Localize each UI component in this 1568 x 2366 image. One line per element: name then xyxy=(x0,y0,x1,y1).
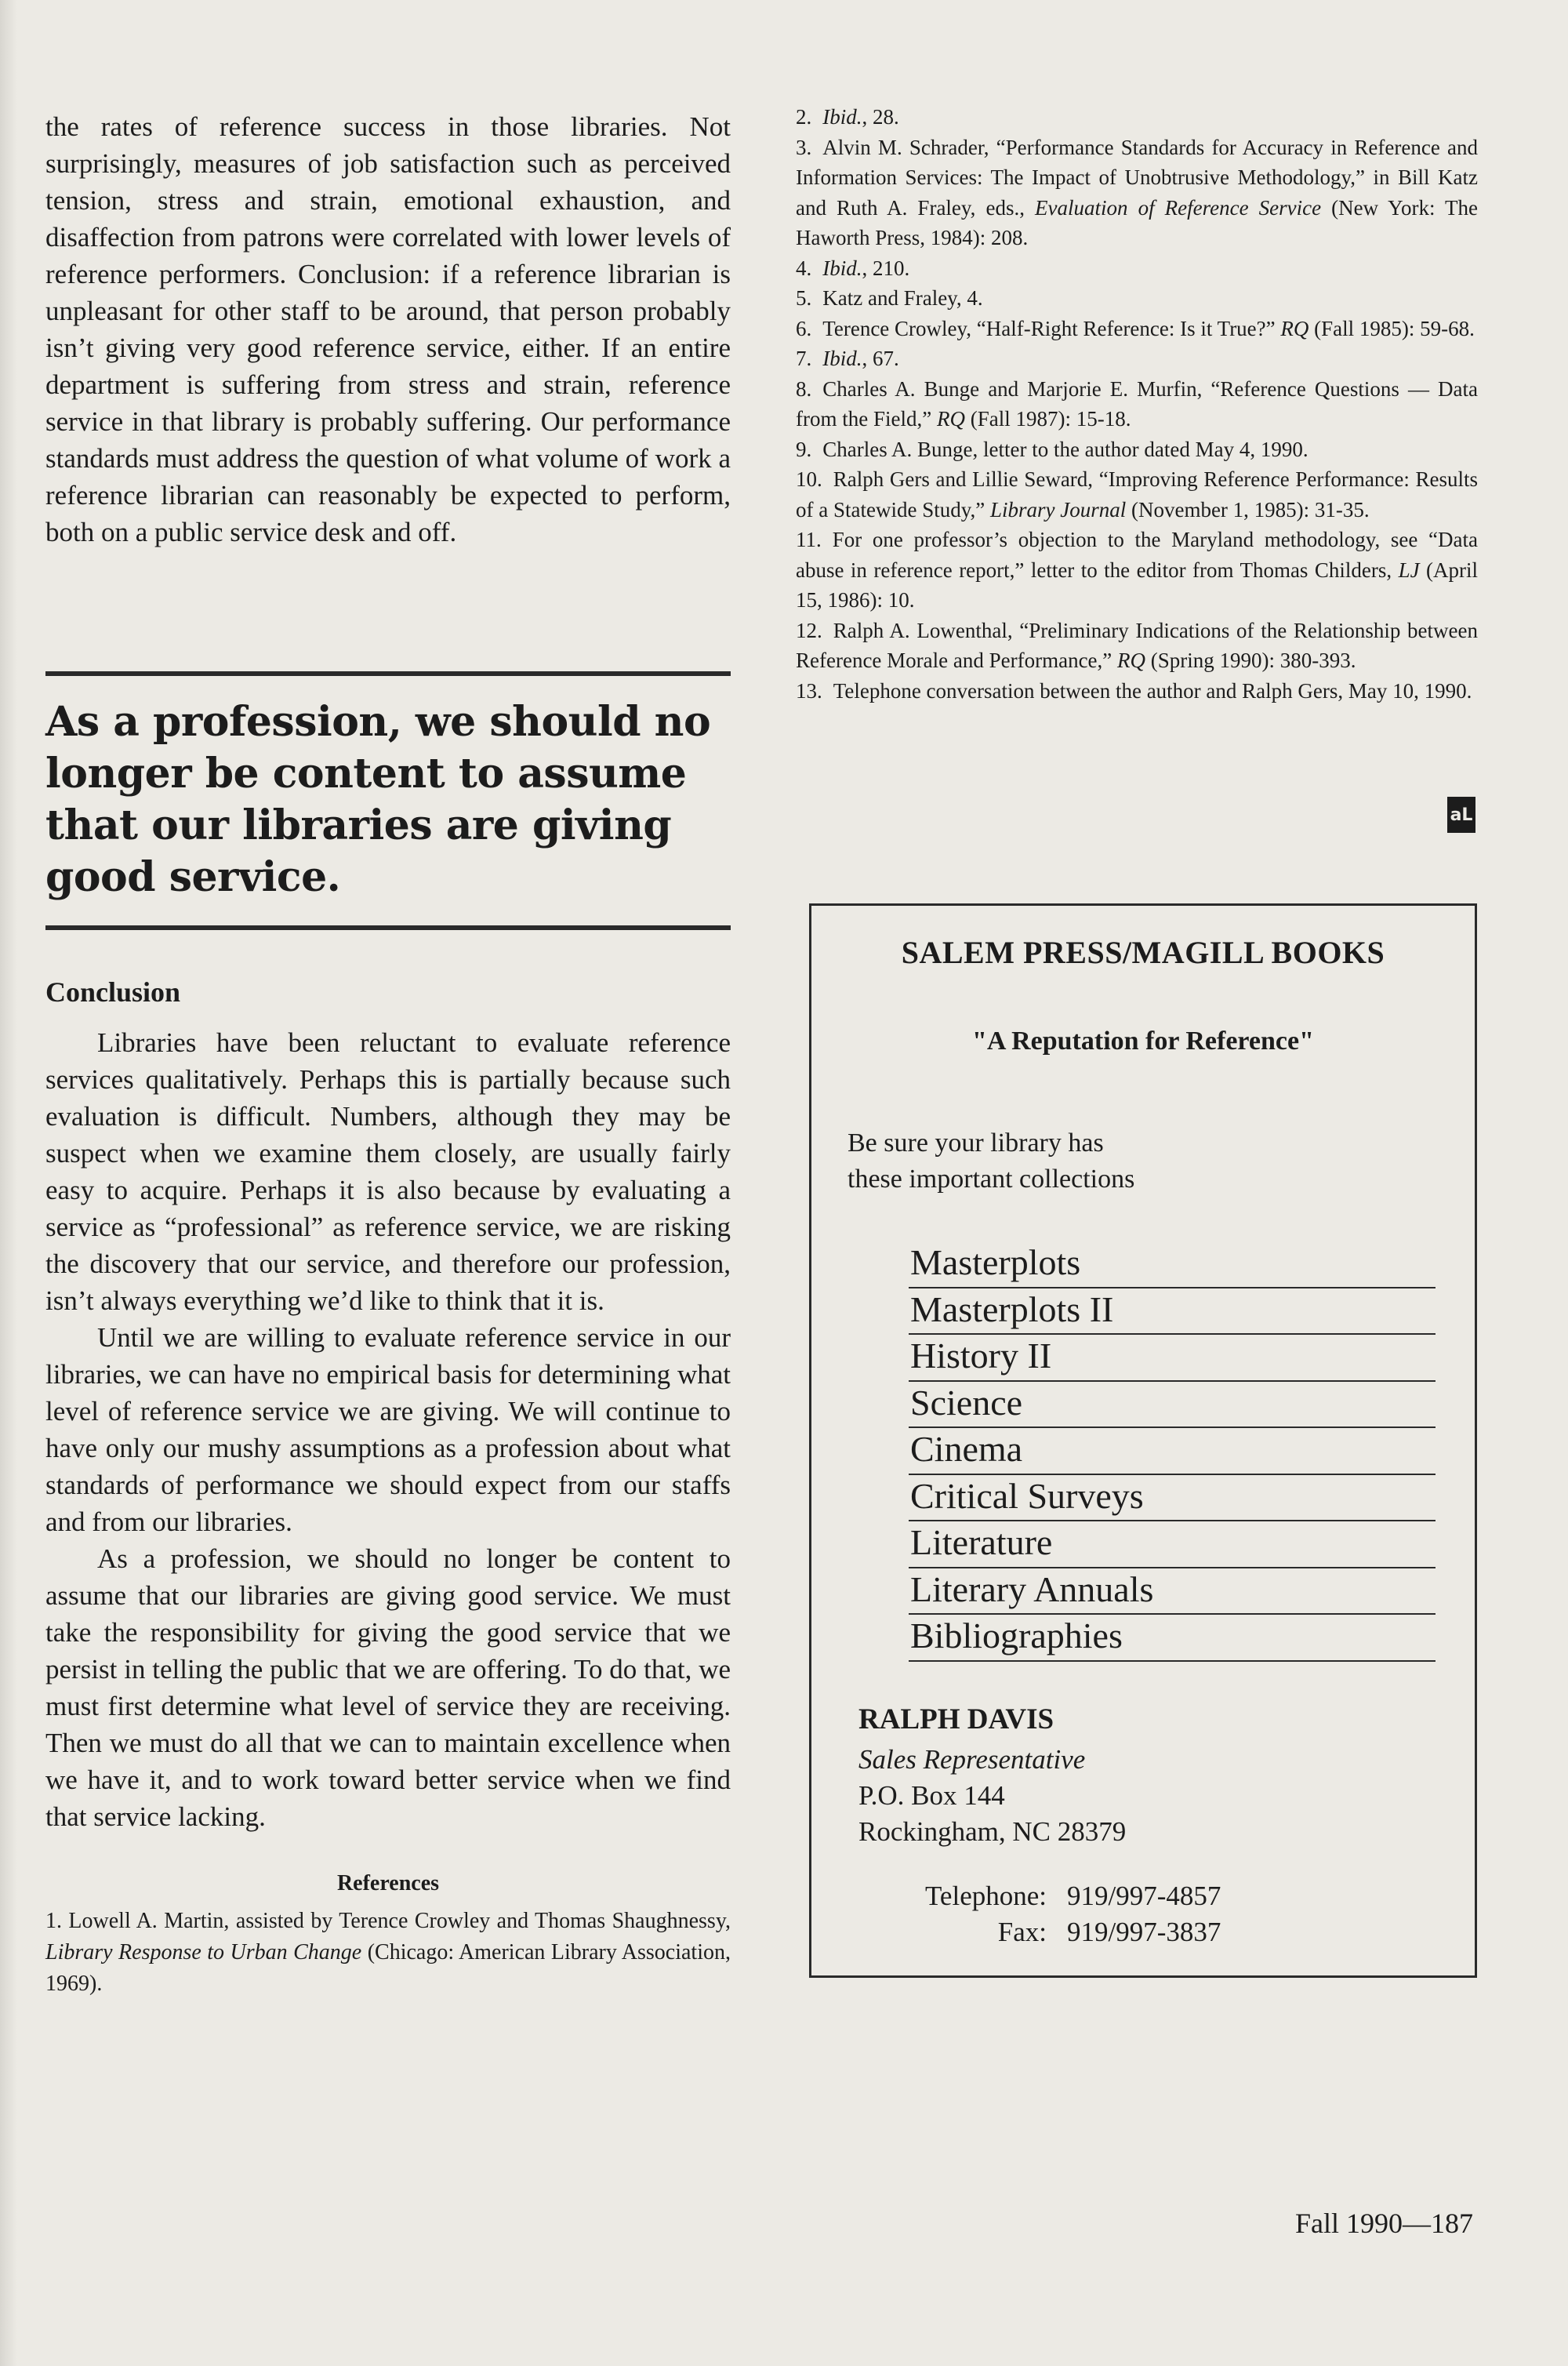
note-13: 13. Telephone conversation between the author and Ralph Gers, May 10, 1990. xyxy=(796,678,1472,703)
note-8: 8. Charles A. Bunge and Marjorie E. Murfin, “Reference Questions — Data from the Field,” RQ (Fall 1987): 15-18. xyxy=(796,376,1478,431)
collection-item: Masterplots II xyxy=(909,1288,1436,1336)
fax-label: Fax: xyxy=(997,1917,1047,1947)
ad-intro-line-1: Be sure your library has xyxy=(848,1128,1104,1158)
collection-item: History II xyxy=(909,1335,1436,1382)
conclusion-paragraph-1: Libraries have been reluctant to evaluate reference services qualitatively. Perhaps this is partially because such evaluation is difficult. Numbers, although they may be suspect when we examine them closely, are usually fairly easy to acquire. Perhaps it is also because by evaluating a service as “professional” as reference service, we are risking the discovery that our service, and therefore our profession, isn’t always everything we’d like to think that it is. xyxy=(45,1027,731,1316)
telephone-number: 919/997-4857 xyxy=(1067,1881,1221,1911)
note-4: 4. Ibid., 210. xyxy=(796,256,910,280)
collection-item: Bibliographies xyxy=(909,1615,1436,1662)
collections-list xyxy=(909,1241,1436,1662)
note-11: 11. For one professor’s objection to the Maryland methodology, see “Data abuse in reference report,” letter to the editor from Thomas Childers, LJ (April 15, 1986): 10. xyxy=(796,528,1479,612)
collection-item: Literature xyxy=(909,1521,1436,1568)
reference-1-text: Lowell A. Martin, assisted by Terence Crowley and Thomas Shaughnessy, xyxy=(68,1909,731,1933)
contact-address-2: Rockingham, NC 28379 xyxy=(858,1816,1127,1847)
contact-title: Sales Representative xyxy=(858,1744,1086,1775)
references-heading: References xyxy=(336,1871,440,1895)
telephone-label: Telephone: xyxy=(925,1881,1047,1911)
note-7: 7. Ibid., 67. xyxy=(796,347,899,370)
collection-item: Critical Surveys xyxy=(909,1475,1436,1522)
collection-item: Science xyxy=(909,1382,1436,1429)
note-10: 10. Ralph Gers and Lillie Seward, “Improving Reference Performance: Results of a Statewide Study,” Library Journal (November 1, 1985): 31-35. xyxy=(796,467,1478,522)
note-2: 2. Ibid., 28. xyxy=(796,105,899,129)
pull-quote-top-rule xyxy=(45,671,731,676)
reference-1-number: 1. xyxy=(45,1909,62,1933)
telephone-row xyxy=(858,1878,1221,1914)
note-5: 5. Katz and Fraley, 4. xyxy=(796,286,983,310)
conclusion-paragraph-3: As a profession, we should no longer be content to assume that our libraries are giving good service. We must take the responsibility for giving the good service that we persist in telling the public that we are offering. To do that, we must first determine what level of service they are receiving. Then we must do all that we can to maintain excellence when we have it, and to work toward better service when we find that service lacking. xyxy=(45,1543,731,1832)
pull-quote: As a profession, we should no longer be content to assume that our libraries are giving good service. xyxy=(45,698,711,901)
left-column xyxy=(45,108,731,2000)
collection-item: Literary Annuals xyxy=(909,1568,1436,1615)
reference-1-title: Library Response to Urban Change xyxy=(45,1940,362,1964)
opening-paragraph: the rates of reference success in those libraries. Not surprisingly, measures of job satisfaction such as perceived tension, stress and strain, emotional exhaustion, and disaffection from patrons were correlated with lower levels of reference performers. Conclusion: if a reference librarian is unpleasant for other staff to be around, that person probably isn’t giving very good reference service, either. If an entire department is suffering from stress and strain, reference service in that library is probably suffering. Our performance standards must address the question of what volume of work a reference librarian can reasonably be expected to perform, both on a public service desk and off. xyxy=(45,111,731,547)
page-edge xyxy=(0,0,17,2366)
pull-quote-bottom-rule xyxy=(45,925,731,930)
fax-row xyxy=(858,1914,1221,1950)
collection-item: Cinema xyxy=(909,1428,1436,1475)
note-12: 12. Ralph A. Lowenthal, “Preliminary Indications of the Relationship between Reference Morale and Performance,” RQ (Spring 1990): 380-393. xyxy=(796,618,1478,672)
ad-tagline: "A Reputation for Reference" xyxy=(972,1027,1314,1056)
notes-column xyxy=(796,102,1478,706)
contact-address-1: P.O. Box 144 xyxy=(858,1780,1005,1811)
page-folio: Fall 1990—187 xyxy=(1295,2208,1474,2239)
contact-phone-block xyxy=(858,1878,1221,1950)
reference-1-publisher: (Chicago: American Library Association, 1969). xyxy=(45,1940,731,1996)
section-heading: Conclusion xyxy=(45,976,181,1008)
ad-intro xyxy=(848,1125,1134,1198)
contact-name: RALPH DAVIS xyxy=(858,1703,1054,1735)
note-9: 9. Charles A. Bunge, letter to the author dated May 4, 1990. xyxy=(796,437,1308,461)
note-6: 6. Terence Crowley, “Half-Right Reference: Is it True?” RQ (Fall 1985): 59-68. xyxy=(796,316,1475,340)
note-3: 3. Alvin M. Schrader, “Performance Standards for Accuracy in Reference and Information Services: The Impact of Unobtrusive Methodology,” in Bill Katz and Ruth A. Fraley, eds., Evaluation of Reference Service (New York: The Haworth Press, 1984): 208. xyxy=(796,135,1478,249)
ad-intro-line-2: these important collections xyxy=(848,1165,1135,1194)
conclusion-paragraph-2: Until we are willing to evaluate reference service in our libraries, we can have no empirical basis for determining what level of reference service we are giving. We will continue to have only our mushy assumptions as a profession about what standards of performance we should expect from our staffs and from our libraries. xyxy=(45,1322,731,1537)
salem-press-advertisement xyxy=(809,903,1477,1978)
fax-number: 919/997-3837 xyxy=(1067,1917,1221,1947)
collection-item: Masterplots xyxy=(909,1241,1436,1288)
reference-1 xyxy=(45,1906,731,2000)
end-mark-logo: aL xyxy=(1447,797,1475,833)
ad-company-name: SALEM PRESS/MAGILL BOOKS xyxy=(901,935,1385,970)
contact-details xyxy=(858,1742,1126,1850)
